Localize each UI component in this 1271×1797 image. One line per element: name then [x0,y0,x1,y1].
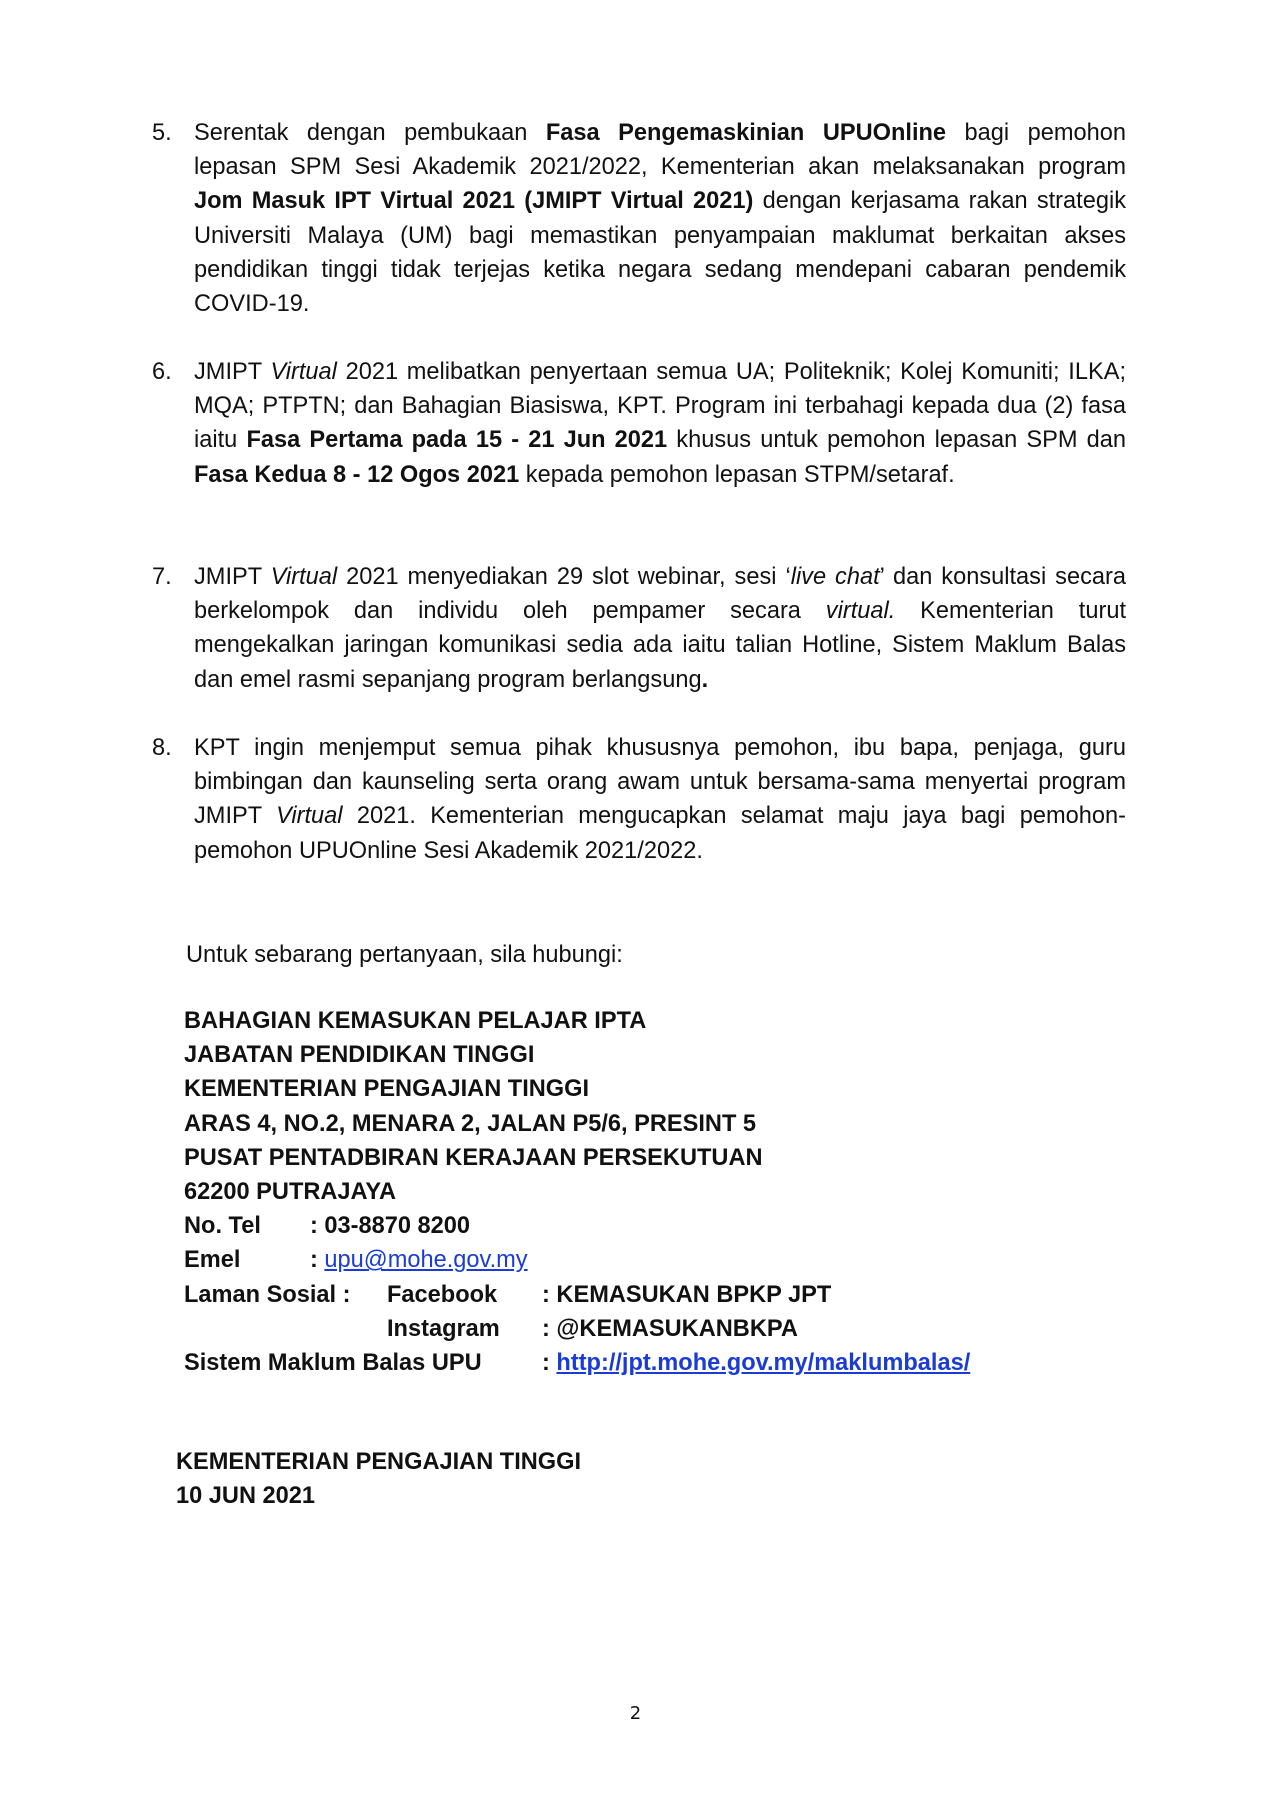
paragraph-number: 6. [152,359,172,385]
address-line: PUSAT PENTADBIRAN KERAJAAN PERSEKUTUAN [184,1144,763,1171]
email-separator: : [310,1247,318,1274]
page-number: 2 [629,1703,642,1724]
text-run: khusus untuk pemohon lepasan SPM dan [667,427,1127,454]
text-run: KPT ingin menjemput semua pihak khususnya pemohon, ibu bapa, penjaga, guru bimbingan dan kaunseling serta orang awam untuk bersama-sama menyertai program JMIPT [194,735,1126,830]
paragraph-6 [152,355,1126,492]
paragraph-8 [152,731,1126,868]
text-run: 2021 melibatkan penyertaan semua UA; Politeknik; Kolej Komuniti; ILKA; MQA; PTPTN; dan Bahagian Biasiswa, KPT. Program ini terbahagi kepada dua (2) fasa iaitu [194,359,1126,454]
bold-text: Fasa Kedua 8 - 12 Ogos 2021 [194,461,520,488]
email-link[interactable]: upu@mohe.gov.my [324,1247,528,1274]
email-row [184,1243,763,1277]
instagram-label: Instagram [387,1315,500,1342]
signature-date: 10 JUN 2021 [176,1483,316,1510]
feedback-label: Sistem Maklum Balas UPU [184,1349,482,1376]
address-line: JABATAN PENDIDIKAN TINGGI [184,1042,535,1069]
paragraph-7 [152,560,1126,697]
email-label: Emel [184,1247,241,1274]
paragraph-number: 7. [152,564,172,590]
text-run: JMIPT [194,359,271,385]
address-line: BAHAGIAN KEMASUKAN PELAJAR IPTA [184,1008,647,1034]
text-run: kepada pemohon lepasan STPM/setaraf. [519,461,955,488]
feedback-row [184,1346,971,1380]
paragraph-5 [152,116,1126,321]
facebook-label: Facebook [387,1281,498,1308]
address-line: KEMENTERIAN PENGAJIAN TINGGI [184,1076,590,1103]
facebook-value: : KEMASUKAN BPKP JPT [542,1281,832,1308]
tel-value: : 03-8870 8200 [310,1213,471,1240]
address-line: ARAS 4, NO.2, MENARA 2, JALAN P5/6, PRESINT 5 [184,1110,757,1137]
paragraph-body [194,560,1126,697]
signature-org: KEMENTERIAN PENGAJIAN TINGGI [176,1449,582,1475]
text-run: ’ dan konsultasi secara berkelompok dan individu oleh pempamer secara [194,564,1126,625]
paragraph-number: 8. [152,735,172,761]
bold-text: . [701,666,709,693]
address-block [184,1004,971,1380]
feedback-link[interactable]: http://jpt.mohe.gov.my/maklumbalas/ [556,1349,971,1376]
social-label: Laman Sosial : [184,1281,351,1308]
paragraph-number: 5. [152,120,172,146]
paragraph-body [194,731,1126,868]
text-run: bagi pemohon lepasan SPM Sesi Akademik 2021/2022, Kementerian akan melaksanakan program [194,120,1126,181]
instagram-row [184,1312,798,1346]
italic-text: Virtual [270,564,338,590]
italic-text: Virtual [276,803,343,830]
bold-text: Jom Masuk IPT Virtual 2021 (JMIPT Virtual 2021) [194,188,754,215]
text-run: 2021. Kementerian mengucapkan selamat maju jaya bagi pemohon-pemohon UPUOnline Sesi Akademik 2021/2022. [194,803,1126,864]
italic-text: Virtual [270,359,337,385]
italic-text: live chat [790,564,880,590]
text-run: Kementerian turut mengekalkan jaringan komunikasi sedia ada iaitu talian Hotline, Sistem Maklum Balas dan emel rasmi sepanjang program berlangsung [194,598,1126,693]
bold-text: Fasa Pertama pada 15 - 21 Jun 2021 [246,427,668,454]
instagram-value: : @KEMASUKANBKPA [542,1315,798,1342]
tel-label: No. Tel [184,1213,261,1240]
feedback-separator: : [542,1349,550,1376]
signature-block [176,1445,581,1513]
contact-intro: Untuk sebarang pertanyaan, sila hubungi: [186,942,623,968]
text-run: JMIPT [194,564,271,590]
text-run: dengan kerjasama rakan strategik Universiti Malaya (UM) bagi memastikan penyampaian maklumat berkaitan akses pendidikan tinggi tidak terjejas ketika negara sedang mendepani cabaran pendemik COVID-19. [194,188,1126,318]
address-line: 62200 PUTRAJAYA [184,1178,397,1205]
text-run: Serentak dengan pembukaan [194,120,546,146]
paragraph-body [194,355,1126,492]
text-run: 2021 menyediakan 29 slot webinar, sesi ‘ [337,564,791,590]
paragraph-body [194,116,1126,321]
bold-text: Fasa Pengemaskinian UPUOnline [545,120,947,146]
italic-text: virtual. [825,598,896,625]
facebook-row [184,1278,832,1312]
tel-row [184,1209,763,1243]
